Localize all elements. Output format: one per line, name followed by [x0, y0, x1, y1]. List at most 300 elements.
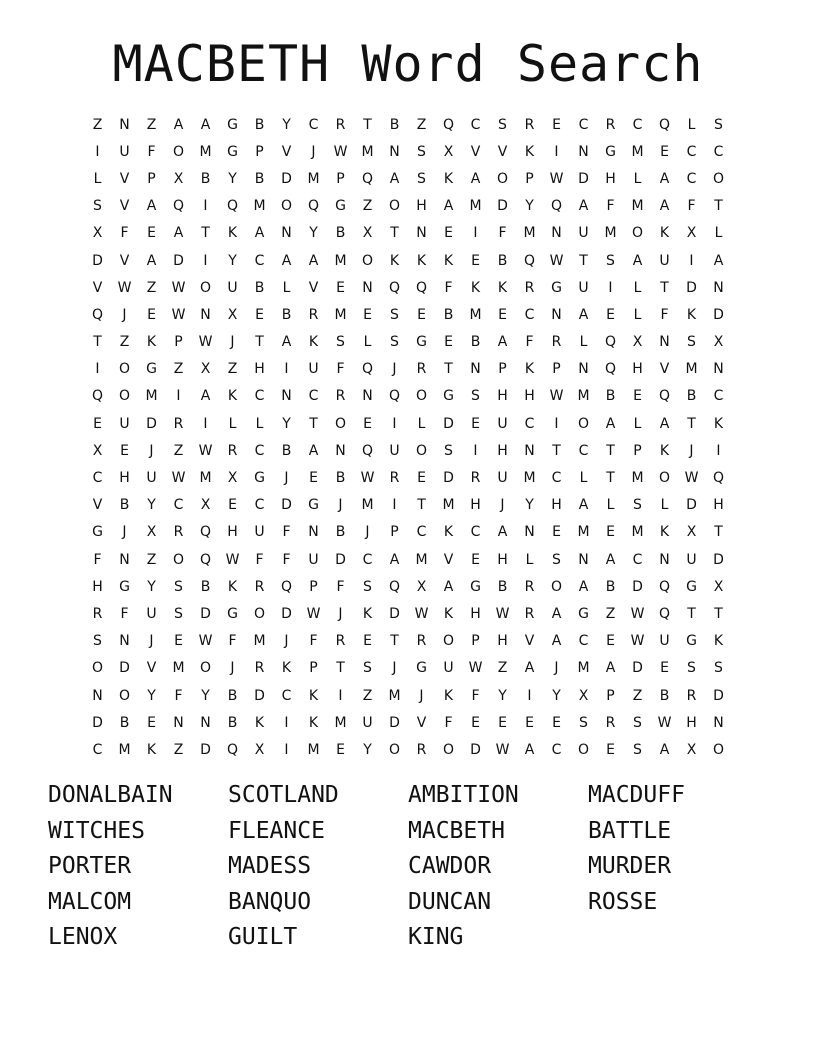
grid-letter: K — [524, 361, 535, 378]
grid-letter: A — [659, 415, 670, 432]
grid-letter: T — [255, 334, 264, 351]
grid-letter: I — [554, 143, 559, 160]
grid-letter: O — [172, 143, 185, 160]
grid-letter: G — [308, 497, 319, 514]
grid-letter: E — [552, 524, 561, 541]
grid-letter: O — [388, 741, 401, 758]
grid-letter: K — [389, 252, 400, 269]
grid-letter: K — [713, 633, 724, 650]
grid-letter: H — [470, 605, 481, 622]
grid-letter: A — [578, 198, 589, 215]
grid-letter: F — [498, 225, 507, 242]
grid-letter: V — [281, 143, 292, 160]
grid-letter: Y — [282, 116, 291, 133]
grid-letter: T — [309, 415, 318, 432]
grid-letter: T — [714, 524, 723, 541]
grid-letter: E — [660, 660, 669, 677]
grid-letter: M — [577, 524, 590, 541]
grid-letter: K — [713, 415, 724, 432]
grid-letter: D — [389, 605, 400, 622]
grid-letter: G — [254, 470, 265, 487]
grid-letter: A — [200, 116, 211, 133]
grid-letter: K — [146, 741, 157, 758]
grid-letter: E — [93, 415, 102, 432]
grid-letter: M — [361, 143, 374, 160]
grid-letter: G — [443, 388, 454, 405]
grid-letter: I — [284, 361, 289, 378]
grid-letter: E — [525, 714, 534, 731]
grid-letter: S — [471, 388, 480, 405]
grid-letter: M — [253, 633, 266, 650]
grid-letter: B — [497, 252, 508, 269]
grid-row — [84, 437, 732, 464]
grid-letter: N — [659, 334, 670, 351]
grid-letter: D — [713, 687, 724, 704]
grid-letter: A — [551, 605, 562, 622]
grid-row — [84, 736, 732, 763]
grid-letter: X — [578, 687, 589, 704]
grid-letter: L — [579, 470, 588, 487]
grid-letter: D — [92, 252, 103, 269]
grid-letter: C — [524, 306, 535, 323]
grid-letter: E — [552, 116, 561, 133]
grid-letter: R — [227, 442, 238, 459]
word-list-item: ROSSE — [588, 888, 658, 915]
grid-letter: L — [228, 415, 237, 432]
grid-letter: V — [92, 279, 103, 296]
grid-letter: M — [199, 143, 212, 160]
grid-letter: J — [311, 143, 316, 160]
grid-letter: F — [336, 578, 345, 595]
grid-letter: L — [255, 415, 264, 432]
grid-letter: X — [686, 741, 697, 758]
grid-letter: V — [497, 143, 508, 160]
grid-letter: U — [146, 470, 157, 487]
grid-row — [84, 519, 732, 546]
grid-letter: A — [578, 578, 589, 595]
grid-letter: M — [361, 497, 374, 514]
grid-letter: D — [470, 741, 481, 758]
grid-letter: T — [93, 334, 102, 351]
grid-letter: J — [122, 524, 127, 541]
grid-letter: Q — [361, 361, 374, 378]
grid-letter: L — [363, 334, 372, 351]
grid-row — [84, 546, 732, 573]
grid-letter: P — [633, 442, 642, 459]
grid-letter: Z — [227, 361, 238, 378]
grid-letter: T — [606, 442, 615, 459]
grid-letter: E — [498, 714, 507, 731]
grid-letter: K — [443, 170, 454, 187]
grid-letter: E — [336, 741, 345, 758]
grid-letter: A — [254, 225, 265, 242]
grid-letter: C — [308, 388, 319, 405]
grid-letter: M — [145, 388, 158, 405]
grid-letter: L — [525, 551, 534, 568]
grid-letter: T — [390, 225, 399, 242]
grid-row — [84, 464, 732, 491]
grid-letter: S — [714, 116, 723, 133]
grid-letter: S — [93, 198, 102, 215]
grid-letter: Y — [228, 170, 237, 187]
grid-letter: K — [659, 524, 670, 541]
grid-letter: I — [203, 198, 208, 215]
grid-letter: Q — [712, 470, 725, 487]
grid-letter: P — [390, 524, 399, 541]
grid-letter: K — [416, 252, 427, 269]
grid-letter: S — [444, 442, 453, 459]
grid-letter: B — [227, 714, 238, 731]
grid-letter: I — [527, 687, 532, 704]
grid-letter: Z — [416, 116, 427, 133]
grid-letter: O — [442, 633, 455, 650]
grid-letter: T — [336, 660, 345, 677]
grid-letter: A — [173, 116, 184, 133]
grid-letter: M — [172, 660, 185, 677]
grid-letter: X — [443, 143, 454, 160]
grid-letter: E — [444, 334, 453, 351]
grid-letter: W — [549, 170, 564, 187]
grid-letter: B — [335, 524, 346, 541]
grid-letter: K — [443, 252, 454, 269]
grid-letter: K — [227, 225, 238, 242]
grid-letter: M — [334, 252, 347, 269]
grid-letter: M — [685, 361, 698, 378]
grid-letter: K — [659, 442, 670, 459]
grid-letter: W — [495, 741, 510, 758]
grid-letter: T — [687, 415, 696, 432]
word-list-item: MACDUFF — [588, 782, 685, 808]
grid-letter: F — [120, 605, 129, 622]
grid-letter: E — [120, 442, 129, 459]
grid-letter: Q — [361, 170, 374, 187]
grid-letter: E — [309, 470, 318, 487]
grid-letter: N — [578, 361, 589, 378]
grid-letter: G — [146, 361, 157, 378]
grid-letter: E — [363, 633, 372, 650]
grid-letter: M — [334, 714, 347, 731]
grid-letter: L — [633, 279, 642, 296]
grid-letter: E — [552, 714, 561, 731]
grid-letter: H — [119, 470, 130, 487]
grid-row — [84, 410, 732, 437]
grid-letter: G — [551, 279, 562, 296]
grid-letter: A — [524, 660, 535, 677]
grid-letter: U — [659, 633, 670, 650]
grid-letter: I — [554, 415, 559, 432]
grid-letter: C — [362, 551, 373, 568]
grid-letter: N — [281, 225, 292, 242]
grid-letter: H — [92, 578, 103, 595]
grid-letter: R — [308, 306, 319, 323]
grid-letter: S — [606, 252, 615, 269]
word-list-item: AMBITION — [408, 782, 519, 808]
grid-letter: E — [471, 714, 480, 731]
grid-letter: R — [686, 687, 697, 704]
grid-letter: V — [119, 198, 130, 215]
grid-letter: W — [468, 660, 483, 677]
grid-letter: M — [469, 306, 482, 323]
grid-letter: Z — [362, 198, 373, 215]
grid-letter: Z — [497, 660, 508, 677]
grid-letter: G — [416, 334, 427, 351]
grid-letter: T — [417, 497, 426, 514]
grid-letter: Z — [605, 605, 616, 622]
grid-letter: C — [173, 497, 184, 514]
grid-letter: A — [497, 524, 508, 541]
grid-row — [84, 329, 732, 356]
grid-letter: N — [551, 225, 562, 242]
grid-row — [84, 165, 732, 192]
grid-letter: V — [119, 170, 130, 187]
grid-letter: E — [363, 415, 372, 432]
grid-row — [84, 492, 732, 519]
grid-letter: D — [200, 741, 211, 758]
grid-letter: J — [284, 633, 289, 650]
grid-letter: J — [149, 633, 154, 650]
grid-letter: O — [199, 660, 212, 677]
grid-letter: B — [443, 306, 454, 323]
grid-letter: M — [307, 741, 320, 758]
grid-letter: Q — [280, 578, 293, 595]
grid-letter: D — [443, 470, 454, 487]
grid-letter: G — [416, 660, 427, 677]
page-title: MACBETH Word Search — [112, 35, 704, 93]
grid-letter: I — [716, 442, 721, 459]
grid-letter: Y — [282, 415, 291, 432]
grid-letter: Q — [604, 361, 617, 378]
grid-letter: B — [200, 170, 211, 187]
grid-letter: N — [362, 279, 373, 296]
grid-letter: I — [689, 252, 694, 269]
grid-row — [84, 356, 732, 383]
grid-letter: W — [630, 633, 645, 650]
grid-letter: A — [497, 334, 508, 351]
grid-letter: U — [578, 225, 589, 242]
grid-letter: D — [443, 415, 454, 432]
grid-letter: B — [470, 334, 481, 351]
grid-letter: H — [686, 714, 697, 731]
grid-letter: I — [95, 361, 100, 378]
grid-letter: N — [200, 714, 211, 731]
grid-letter: I — [95, 143, 100, 160]
grid-letter: A — [308, 442, 319, 459]
grid-letter: A — [173, 225, 184, 242]
grid-letter: A — [713, 252, 724, 269]
grid-letter: T — [390, 633, 399, 650]
grid-letter: N — [713, 361, 724, 378]
grid-letter: W — [171, 470, 186, 487]
grid-letter: E — [498, 306, 507, 323]
grid-letter: C — [254, 497, 265, 514]
grid-letter: F — [525, 334, 534, 351]
grid-letter: C — [578, 442, 589, 459]
grid-letter: J — [338, 605, 343, 622]
grid-letter: Z — [146, 551, 157, 568]
grid-letter: S — [633, 714, 642, 731]
grid-letter: E — [417, 306, 426, 323]
grid-letter: S — [498, 116, 507, 133]
grid-letter: Q — [388, 388, 401, 405]
grid-letter: E — [606, 741, 615, 758]
grid-letter: Q — [199, 524, 212, 541]
word-list-item: DONALBAIN — [48, 782, 173, 808]
grid-letter: R — [173, 524, 184, 541]
grid-row — [84, 600, 732, 627]
grid-letter: H — [416, 198, 427, 215]
grid-letter: R — [254, 578, 265, 595]
grid-letter: U — [308, 551, 319, 568]
grid-letter: K — [470, 279, 481, 296]
grid-letter: E — [471, 415, 480, 432]
grid-letter: U — [389, 442, 400, 459]
grid-letter: H — [470, 497, 481, 514]
grid-letter: G — [578, 605, 589, 622]
grid-letter: M — [118, 741, 131, 758]
grid-letter: F — [660, 306, 669, 323]
grid-letter: H — [227, 524, 238, 541]
grid-letter: H — [713, 497, 724, 514]
grid-letter: M — [631, 143, 644, 160]
grid-letter: V — [524, 633, 535, 650]
grid-letter: S — [174, 605, 183, 622]
grid-letter: B — [254, 116, 265, 133]
grid-row — [84, 247, 732, 274]
grid-letter: N — [119, 116, 130, 133]
grid-letter: J — [284, 470, 289, 487]
grid-letter: N — [281, 388, 292, 405]
grid-letter: X — [227, 470, 238, 487]
grid-letter: A — [443, 578, 454, 595]
grid-letter: R — [173, 415, 184, 432]
grid-letter: C — [92, 741, 103, 758]
grid-letter: A — [146, 252, 157, 269]
grid-letter: C — [254, 252, 265, 269]
grid-letter: F — [282, 551, 291, 568]
grid-letter: J — [392, 660, 397, 677]
grid-letter: W — [495, 605, 510, 622]
grid-letter: B — [389, 116, 400, 133]
grid-letter: O — [442, 741, 455, 758]
grid-letter: N — [713, 279, 724, 296]
grid-letter: C — [713, 388, 724, 405]
grid-row — [84, 383, 732, 410]
grid-letter: G — [605, 143, 616, 160]
grid-letter: H — [497, 551, 508, 568]
grid-letter: M — [631, 198, 644, 215]
grid-letter: R — [254, 660, 265, 677]
grid-letter: C — [524, 415, 535, 432]
grid-letter: V — [119, 252, 130, 269]
grid-letter: A — [200, 388, 211, 405]
grid-letter: O — [118, 388, 131, 405]
grid-letter: N — [389, 143, 400, 160]
grid-letter: L — [633, 170, 642, 187]
grid-letter: R — [389, 470, 400, 487]
grid-row — [84, 220, 732, 247]
grid-letter: Z — [146, 279, 157, 296]
grid-letter: Z — [173, 741, 184, 758]
grid-letter: O — [415, 442, 428, 459]
grid-letter: Z — [632, 687, 643, 704]
grid-letter: X — [254, 741, 265, 758]
grid-letter: F — [255, 551, 264, 568]
grid-letter: E — [174, 633, 183, 650]
grid-letter: O — [172, 551, 185, 568]
grid-letter: X — [146, 524, 157, 541]
grid-letter: C — [713, 143, 724, 160]
grid-letter: N — [524, 442, 535, 459]
grid-letter: S — [579, 714, 588, 731]
grid-letter: X — [200, 497, 211, 514]
grid-letter: C — [686, 143, 697, 160]
grid-letter: W — [171, 306, 186, 323]
grid-letter: Y — [525, 198, 534, 215]
grid-letter: O — [415, 388, 428, 405]
grid-letter: N — [308, 524, 319, 541]
grid-letter: A — [659, 198, 670, 215]
grid-letter: P — [525, 170, 534, 187]
grid-letter: W — [549, 252, 564, 269]
grid-letter: N — [335, 442, 346, 459]
grid-letter: D — [281, 170, 292, 187]
grid-letter: N — [470, 361, 481, 378]
grid-letter: J — [230, 660, 235, 677]
grid-letter: T — [687, 605, 696, 622]
grid-letter: V — [470, 143, 481, 160]
grid-letter: J — [230, 334, 235, 351]
grid-letter: D — [497, 198, 508, 215]
word-list-item: LENOX — [48, 924, 118, 950]
grid-letter: O — [199, 279, 212, 296]
grid-letter: P — [606, 687, 615, 704]
grid-letter: X — [713, 578, 724, 595]
grid-letter: D — [686, 279, 697, 296]
grid-letter: A — [605, 660, 616, 677]
grid-letter: A — [659, 170, 670, 187]
grid-letter: E — [228, 497, 237, 514]
grid-letter: X — [632, 334, 643, 351]
word-list-item: MACBETH — [408, 817, 505, 844]
grid-letter: M — [631, 470, 644, 487]
grid-letter: P — [309, 660, 318, 677]
grid-letter: L — [633, 415, 642, 432]
grid-letter: V — [416, 714, 427, 731]
grid-letter: D — [335, 551, 346, 568]
word-list — [48, 778, 768, 956]
grid-letter: V — [92, 497, 103, 514]
grid-letter: T — [714, 605, 723, 622]
grid-letter: E — [471, 252, 480, 269]
grid-letter: Y — [147, 497, 156, 514]
grid-row — [84, 193, 732, 220]
grid-letter: A — [551, 633, 562, 650]
grid-letter: S — [363, 660, 372, 677]
grid-letter: X — [92, 442, 103, 459]
grid-letter: E — [363, 306, 372, 323]
grid-row — [84, 573, 732, 600]
grid-letter: X — [713, 334, 724, 351]
grid-letter: T — [444, 361, 453, 378]
grid-letter: A — [524, 741, 535, 758]
grid-letter: C — [578, 116, 589, 133]
grid-letter: P — [147, 170, 156, 187]
grid-letter: O — [280, 198, 293, 215]
grid-letter: N — [362, 388, 373, 405]
grid-letter: S — [633, 741, 642, 758]
word-list-item: FLEANCE — [228, 817, 325, 844]
grid-letter: M — [469, 198, 482, 215]
